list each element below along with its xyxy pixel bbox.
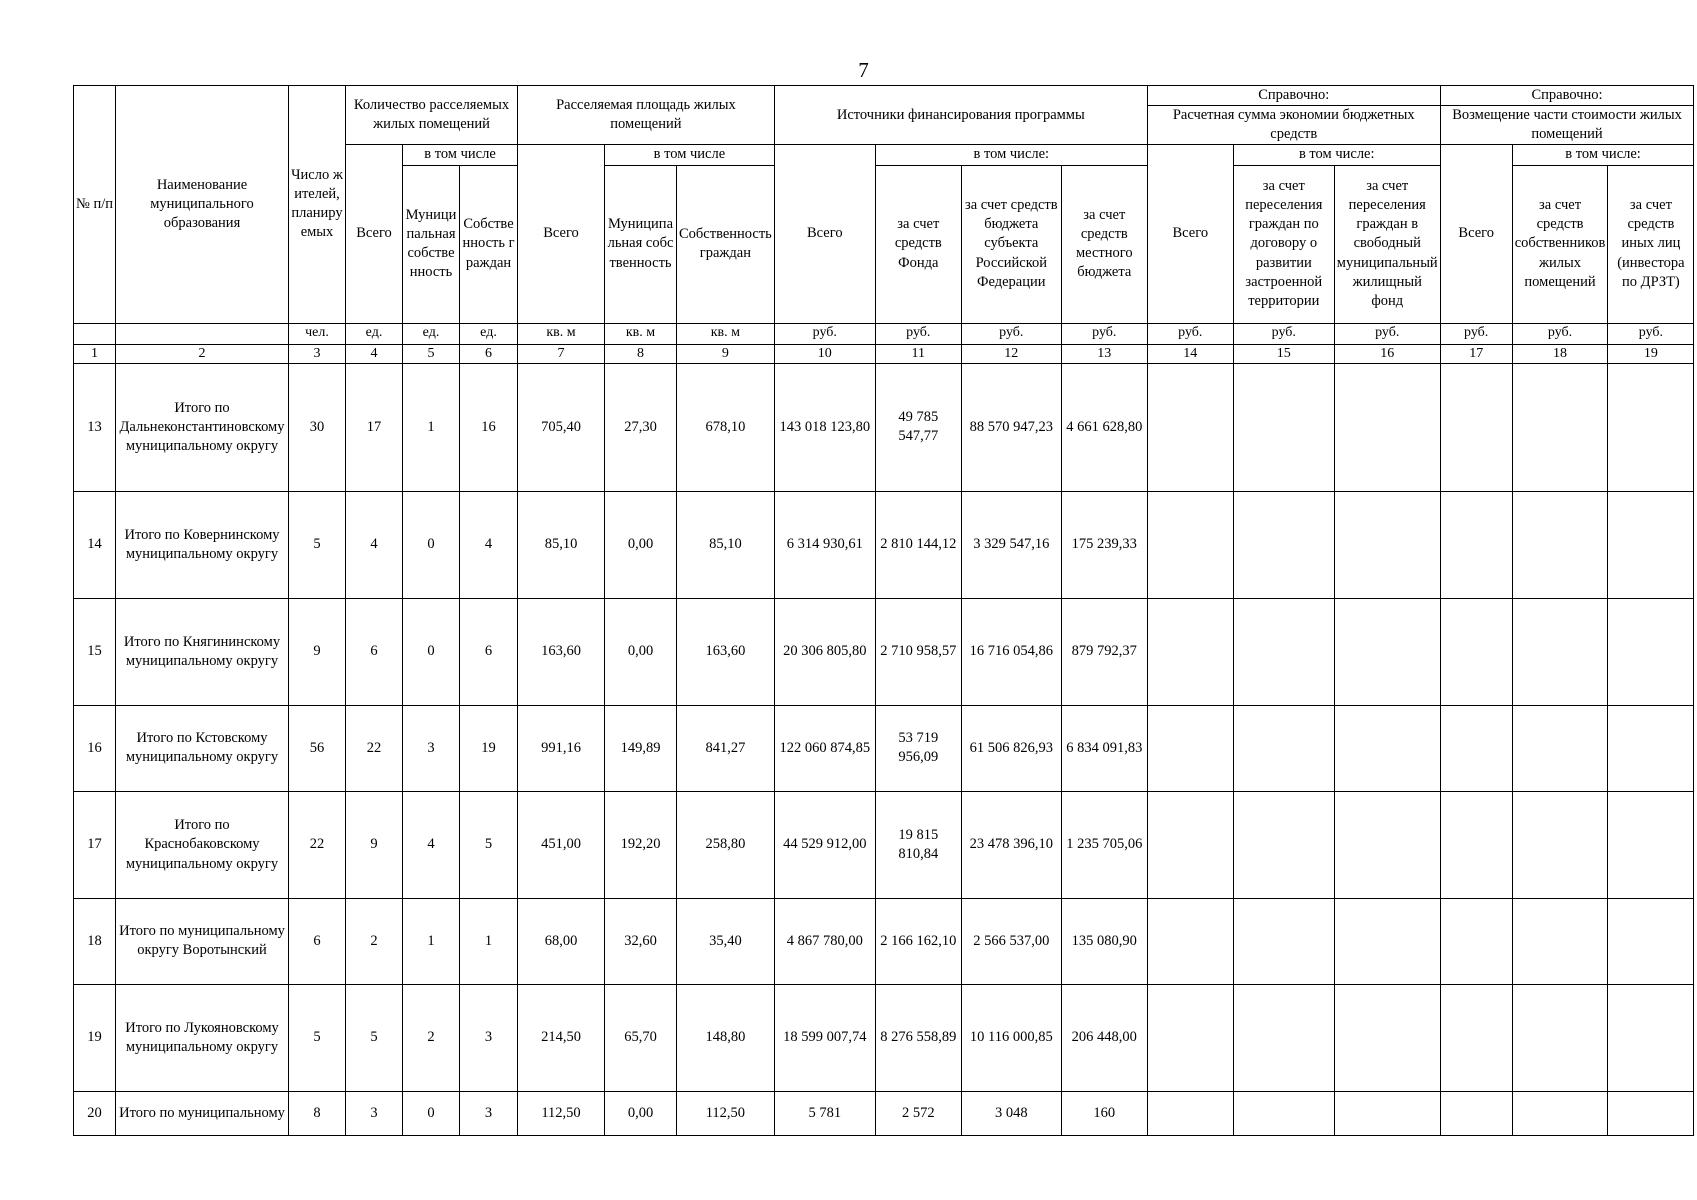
empty-cell: [1512, 705, 1608, 791]
page-number: 7: [858, 58, 869, 82]
cell-fin-total: 122 060 874,85: [774, 705, 875, 791]
cell-fin-subject: 3 048: [961, 1091, 1061, 1135]
empty-cell: [1512, 491, 1608, 598]
unit-cell: ед.: [403, 323, 460, 344]
cell-fin-total: 5 781: [774, 1091, 875, 1135]
header-ref1-title: Справочно:: [1147, 86, 1440, 106]
cell-prem-priv: 3: [460, 984, 518, 1091]
cell-num: 17: [74, 791, 116, 898]
empty-cell: [1334, 598, 1440, 705]
cell-prem-mun: 0: [403, 1091, 460, 1135]
cell-fin-fund: 19 815 810,84: [875, 791, 961, 898]
unit-cell: руб.: [774, 323, 875, 344]
header-fin-including: в том числе:: [875, 145, 1147, 165]
header-num: № п/п: [74, 86, 116, 324]
cell-area-total: 705,40: [518, 363, 605, 491]
cell-area-priv: 85,10: [677, 491, 775, 598]
cell-fin-fund: 2 810 144,12: [875, 491, 961, 598]
cell-name: Итого по муниципальному округу Воротынский: [116, 898, 289, 984]
cell-fin-total: 4 867 780,00: [774, 898, 875, 984]
empty-cell: [1440, 791, 1512, 898]
cell-area-total: 451,00: [518, 791, 605, 898]
column-number: 10: [774, 344, 875, 363]
unit-cell: руб.: [1608, 323, 1694, 344]
cell-fin-fund: 2 166 162,10: [875, 898, 961, 984]
header-eco-including: в том числе:: [1233, 145, 1440, 165]
cell-fin-local: 879 792,37: [1061, 598, 1147, 705]
header-area-total: Всего: [518, 145, 605, 323]
empty-cell: [1334, 898, 1440, 984]
cell-num: 19: [74, 984, 116, 1091]
unit-cell: кв. м: [677, 323, 775, 344]
header-eco-free: за счет переселения граждан в свободный муниципальный жилищный фонд: [1334, 165, 1440, 323]
header-area-private: Собственность граждан: [677, 165, 775, 323]
empty-cell: [1334, 363, 1440, 491]
empty-cell: [1334, 1091, 1440, 1135]
cell-area-mun: 0,00: [605, 598, 677, 705]
header-comp-including: в том числе:: [1512, 145, 1694, 165]
cell-area-total: 85,10: [518, 491, 605, 598]
cell-area-priv: 112,50: [677, 1091, 775, 1135]
empty-cell: [1512, 984, 1608, 1091]
cell-prem-mun: 0: [403, 598, 460, 705]
empty-cell: [1147, 984, 1233, 1091]
empty-cell: [1608, 705, 1694, 791]
units-row: [74, 323, 1694, 344]
unit-cell: руб.: [1334, 323, 1440, 344]
cell-fin-total: 18 599 007,74: [774, 984, 875, 1091]
header-fin-total: Всего: [774, 145, 875, 323]
cell-area-priv: 148,80: [677, 984, 775, 1091]
cell-residents: 22: [289, 791, 346, 898]
cell-prem-total: 22: [346, 705, 403, 791]
cell-num: 16: [74, 705, 116, 791]
empty-cell: [1233, 598, 1334, 705]
empty-cell: [1334, 791, 1440, 898]
cell-fin-total: 6 314 930,61: [774, 491, 875, 598]
header-comp-owners: за счет средств собственников жилых помещений: [1512, 165, 1608, 323]
column-number: 7: [518, 344, 605, 363]
cell-area-priv: 841,27: [677, 705, 775, 791]
header-ref1-group: Расчетная сумма экономии бюджетных средств: [1147, 106, 1440, 145]
unit-cell: ед.: [460, 323, 518, 344]
empty-cell: [1233, 1091, 1334, 1135]
header-area-municipal: Муниципальная собственность: [605, 165, 677, 323]
cell-prem-total: 2: [346, 898, 403, 984]
cell-prem-mun: 3: [403, 705, 460, 791]
table-row: [74, 705, 1694, 791]
empty-cell: [1608, 598, 1694, 705]
cell-prem-priv: 4: [460, 491, 518, 598]
header-comp-other: за счет средств иных лиц (инвестора по ДРЗТ): [1608, 165, 1694, 323]
empty-cell: [1147, 598, 1233, 705]
column-number: 4: [346, 344, 403, 363]
unit-cell: кв. м: [518, 323, 605, 344]
cell-residents: 5: [289, 491, 346, 598]
cell-num: 14: [74, 491, 116, 598]
column-number: 14: [1147, 344, 1233, 363]
empty-cell: [1608, 791, 1694, 898]
empty-cell: [1334, 705, 1440, 791]
header-eco-total: Всего: [1147, 145, 1233, 323]
empty-cell: [1608, 363, 1694, 491]
cell-num: 18: [74, 898, 116, 984]
cell-residents: 9: [289, 598, 346, 705]
cell-fin-fund: 53 719 956,09: [875, 705, 961, 791]
empty-cell: [1608, 491, 1694, 598]
cell-prem-priv: 1: [460, 898, 518, 984]
header-area-group: Расселяемая площадь жилых помещений: [518, 86, 775, 145]
cell-area-mun: 65,70: [605, 984, 677, 1091]
cell-fin-fund: 49 785 547,77: [875, 363, 961, 491]
cell-area-total: 112,50: [518, 1091, 605, 1135]
header-premises-including: в том числе: [403, 145, 518, 165]
cell-area-mun: 0,00: [605, 491, 677, 598]
empty-cell: [1512, 791, 1608, 898]
header-ref2-group: Возмещение части стоимости жилых помещений: [1440, 106, 1694, 145]
empty-cell: [1147, 791, 1233, 898]
cell-prem-total: 4: [346, 491, 403, 598]
cell-fin-subject: 3 329 547,16: [961, 491, 1061, 598]
empty-cell: [1440, 898, 1512, 984]
cell-fin-fund: 2 710 958,57: [875, 598, 961, 705]
cell-fin-subject: 23 478 396,10: [961, 791, 1061, 898]
cell-area-mun: 32,60: [605, 898, 677, 984]
column-number: 18: [1512, 344, 1608, 363]
header-name: Наименование муниципального образования: [116, 86, 289, 324]
cell-area-mun: 149,89: [605, 705, 677, 791]
empty-cell: [1147, 1091, 1233, 1135]
column-number: 6: [460, 344, 518, 363]
cell-prem-total: 17: [346, 363, 403, 491]
header-fin-local: за счет средств местного бюджета: [1061, 165, 1147, 323]
cell-area-total: 214,50: [518, 984, 605, 1091]
unit-cell: руб.: [1061, 323, 1147, 344]
empty-cell: [1147, 363, 1233, 491]
cell-num: 13: [74, 363, 116, 491]
cell-area-total: 991,16: [518, 705, 605, 791]
header-finance-group: Источники финансирования программы: [774, 86, 1147, 145]
cell-name: Итого по Краснобаковскому муниципальному округу: [116, 791, 289, 898]
table-row: [74, 363, 1694, 491]
column-number: 8: [605, 344, 677, 363]
table-row: [74, 598, 1694, 705]
unit-cell: руб.: [1233, 323, 1334, 344]
header-premises-municipal: Муниципальная собственность: [403, 165, 460, 323]
cell-prem-mun: 0: [403, 491, 460, 598]
cell-name: Итого по муниципальному: [116, 1091, 289, 1135]
cell-fin-total: 143 018 123,80: [774, 363, 875, 491]
table-body: [74, 363, 1694, 1135]
unit-cell: [116, 323, 289, 344]
header-premises-private: Собственность граждан: [460, 165, 518, 323]
column-number: 11: [875, 344, 961, 363]
column-number: 15: [1233, 344, 1334, 363]
cell-area-mun: 192,20: [605, 791, 677, 898]
cell-prem-total: 3: [346, 1091, 403, 1135]
empty-cell: [1147, 491, 1233, 598]
cell-prem-total: 6: [346, 598, 403, 705]
cell-prem-priv: 3: [460, 1091, 518, 1135]
cell-name: Итого по Кстовскому муниципальному округу: [116, 705, 289, 791]
empty-cell: [1440, 984, 1512, 1091]
column-number: 16: [1334, 344, 1440, 363]
cell-area-mun: 0,00: [605, 1091, 677, 1135]
cell-prem-total: 9: [346, 791, 403, 898]
header-fin-fund: за счет средств Фонда: [875, 165, 961, 323]
header-premises-group: Количество расселяемых жилых помещений: [346, 86, 518, 145]
header-area-including: в том числе: [605, 145, 775, 165]
cell-fin-subject: 2 566 537,00: [961, 898, 1061, 984]
cell-fin-local: 160: [1061, 1091, 1147, 1135]
header-fin-subject: за счет средств бюджета субъекта Российской Федерации: [961, 165, 1061, 323]
cell-area-total: 163,60: [518, 598, 605, 705]
table-row: [74, 898, 1694, 984]
unit-cell: руб.: [1440, 323, 1512, 344]
header-premises-total: Всего: [346, 145, 403, 323]
empty-cell: [1440, 363, 1512, 491]
empty-cell: [1512, 1091, 1608, 1135]
cell-fin-subject: 61 506 826,93: [961, 705, 1061, 791]
empty-cell: [1334, 491, 1440, 598]
unit-cell: руб.: [1147, 323, 1233, 344]
empty-cell: [1233, 984, 1334, 1091]
header-ref2-title: Справочно:: [1440, 86, 1694, 106]
empty-cell: [1512, 898, 1608, 984]
cell-name: Итого по Дальнеконстантиновскому муниципальному округу: [116, 363, 289, 491]
cell-prem-priv: 19: [460, 705, 518, 791]
empty-cell: [1608, 898, 1694, 984]
cell-prem-mun: 1: [403, 363, 460, 491]
cell-fin-fund: 8 276 558,89: [875, 984, 961, 1091]
empty-cell: [1233, 491, 1334, 598]
unit-cell: чел.: [289, 323, 346, 344]
cell-fin-local: 135 080,90: [1061, 898, 1147, 984]
cell-prem-priv: 5: [460, 791, 518, 898]
header-residents: Число жителей, планируемых: [289, 86, 346, 324]
cell-name: Итого по Ковернинскому муниципальному округу: [116, 491, 289, 598]
unit-cell: руб.: [961, 323, 1061, 344]
cell-area-mun: 27,30: [605, 363, 677, 491]
unit-cell: кв. м: [605, 323, 677, 344]
cell-prem-priv: 16: [460, 363, 518, 491]
table-row: [74, 791, 1694, 898]
header-eco-contract: за счет переселения граждан по договору о развитии застроенной территории: [1233, 165, 1334, 323]
cell-prem-mun: 4: [403, 791, 460, 898]
cell-prem-priv: 6: [460, 598, 518, 705]
unit-cell: ед.: [346, 323, 403, 344]
cell-residents: 8: [289, 1091, 346, 1135]
cell-prem-total: 5: [346, 984, 403, 1091]
cell-fin-subject: 10 116 000,85: [961, 984, 1061, 1091]
empty-cell: [1233, 705, 1334, 791]
cell-area-total: 68,00: [518, 898, 605, 984]
cell-fin-total: 20 306 805,80: [774, 598, 875, 705]
cell-area-priv: 258,80: [677, 791, 775, 898]
empty-cell: [1233, 898, 1334, 984]
cell-residents: 56: [289, 705, 346, 791]
header-comp-total: Всего: [1440, 145, 1512, 323]
table-header: [74, 86, 1694, 364]
table-row: [74, 984, 1694, 1091]
cell-name: Итого по Лукояновскому муниципальному округу: [116, 984, 289, 1091]
empty-cell: [1608, 1091, 1694, 1135]
cell-name: Итого по Княгининскому муниципальному округу: [116, 598, 289, 705]
empty-cell: [1440, 491, 1512, 598]
unit-cell: руб.: [875, 323, 961, 344]
cell-fin-fund: 2 572: [875, 1091, 961, 1135]
column-number: 1: [74, 344, 116, 363]
cell-residents: 5: [289, 984, 346, 1091]
column-number: 13: [1061, 344, 1147, 363]
cell-fin-local: 175 239,33: [1061, 491, 1147, 598]
table-row: [74, 491, 1694, 598]
column-number: 9: [677, 344, 775, 363]
column-number: 17: [1440, 344, 1512, 363]
empty-cell: [1512, 598, 1608, 705]
column-number: 2: [116, 344, 289, 363]
empty-cell: [1440, 1091, 1512, 1135]
program-table: [73, 85, 1694, 1136]
cell-residents: 6: [289, 898, 346, 984]
column-number: 19: [1608, 344, 1694, 363]
unit-cell: [74, 323, 116, 344]
column-number: 3: [289, 344, 346, 363]
table-row: [74, 1091, 1694, 1135]
cell-fin-local: 6 834 091,83: [1061, 705, 1147, 791]
empty-cell: [1233, 363, 1334, 491]
cell-prem-mun: 1: [403, 898, 460, 984]
empty-cell: [1608, 984, 1694, 1091]
cell-area-priv: 35,40: [677, 898, 775, 984]
cell-fin-subject: 88 570 947,23: [961, 363, 1061, 491]
empty-cell: [1440, 598, 1512, 705]
cell-num: 15: [74, 598, 116, 705]
cell-fin-subject: 16 716 054,86: [961, 598, 1061, 705]
empty-cell: [1440, 705, 1512, 791]
empty-cell: [1147, 898, 1233, 984]
column-number: 12: [961, 344, 1061, 363]
empty-cell: [1233, 791, 1334, 898]
cell-prem-mun: 2: [403, 984, 460, 1091]
cell-fin-local: 1 235 705,06: [1061, 791, 1147, 898]
cell-residents: 30: [289, 363, 346, 491]
cell-fin-local: 206 448,00: [1061, 984, 1147, 1091]
empty-cell: [1147, 705, 1233, 791]
unit-cell: руб.: [1512, 323, 1608, 344]
column-number: 5: [403, 344, 460, 363]
cell-num: 20: [74, 1091, 116, 1135]
cell-fin-total: 44 529 912,00: [774, 791, 875, 898]
cell-area-priv: 678,10: [677, 363, 775, 491]
cell-fin-local: 4 661 628,80: [1061, 363, 1147, 491]
empty-cell: [1334, 984, 1440, 1091]
empty-cell: [1512, 363, 1608, 491]
column-number-row: [74, 344, 1694, 363]
cell-area-priv: 163,60: [677, 598, 775, 705]
